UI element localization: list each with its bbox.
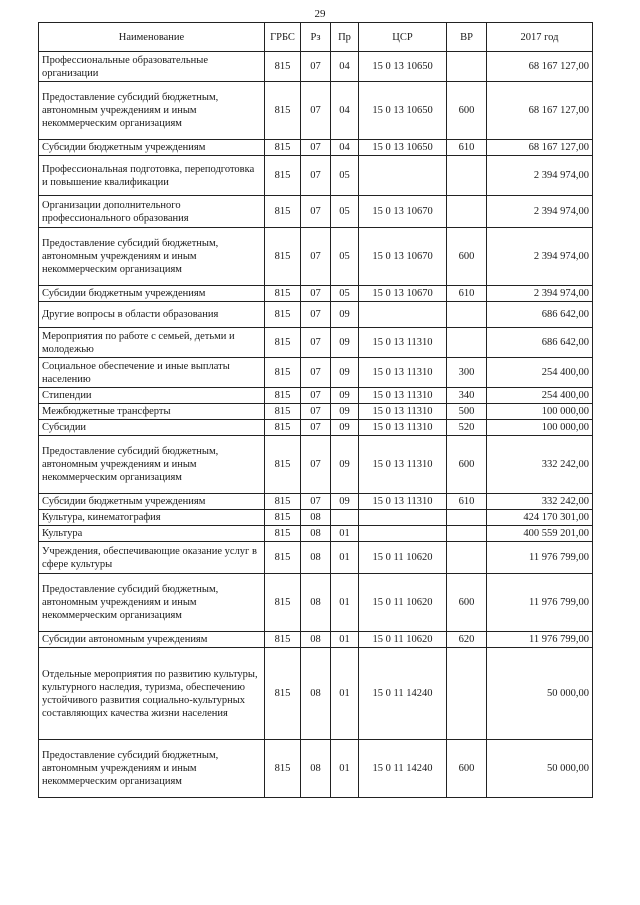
cell-vr: 520 — [447, 420, 487, 436]
cell-rz: 07 — [301, 228, 331, 286]
cell-name: Стипендии — [39, 388, 265, 404]
cell-csr: 15 0 13 10670 — [359, 228, 447, 286]
cell-grbs: 815 — [265, 302, 301, 328]
cell-vr: 610 — [447, 140, 487, 156]
cell-grbs: 815 — [265, 542, 301, 574]
cell-vr — [447, 510, 487, 526]
cell-rz: 07 — [301, 388, 331, 404]
cell-vr: 600 — [447, 436, 487, 494]
cell-grbs: 815 — [265, 494, 301, 510]
cell-grbs: 815 — [265, 156, 301, 196]
header-vr: ВР — [447, 23, 487, 52]
table-row — [39, 632, 593, 648]
cell-vr — [447, 52, 487, 82]
cell-sum: 11 976 799,00 — [487, 542, 593, 574]
header-rz: Рз — [301, 23, 331, 52]
cell-rz: 07 — [301, 286, 331, 302]
cell-name: Социальное обеспечение и иные выплаты населению — [39, 358, 265, 388]
cell-csr — [359, 510, 447, 526]
cell-csr: 15 0 13 11310 — [359, 420, 447, 436]
header-grbs: ГРБС — [265, 23, 301, 52]
table-row — [39, 404, 593, 420]
cell-name: Предоставление субсидий бюджетным, автономным учреждениям и иным некоммерческим организациям — [39, 228, 265, 286]
cell-grbs: 815 — [265, 228, 301, 286]
cell-pr: 01 — [331, 526, 359, 542]
page-number: 29 — [314, 8, 326, 20]
cell-sum: 400 559 201,00 — [487, 526, 593, 542]
table-row — [39, 420, 593, 436]
table-row — [39, 574, 593, 632]
cell-rz: 08 — [301, 542, 331, 574]
table-row — [39, 228, 593, 286]
cell-pr: 04 — [331, 52, 359, 82]
cell-grbs: 815 — [265, 286, 301, 302]
cell-csr: 15 0 13 11310 — [359, 494, 447, 510]
cell-grbs: 815 — [265, 420, 301, 436]
cell-csr: 15 0 13 10650 — [359, 140, 447, 156]
cell-csr: 15 0 13 10650 — [359, 82, 447, 140]
cell-pr: 09 — [331, 388, 359, 404]
table-row — [39, 302, 593, 328]
cell-grbs: 815 — [265, 52, 301, 82]
cell-rz: 07 — [301, 494, 331, 510]
cell-pr: 09 — [331, 436, 359, 494]
cell-vr — [447, 542, 487, 574]
cell-name: Профессиональная подготовка, переподготовка и повышение квалификации — [39, 156, 265, 196]
cell-csr: 15 0 13 10670 — [359, 196, 447, 228]
header-name: Наименование — [39, 23, 265, 52]
cell-sum: 100 000,00 — [487, 420, 593, 436]
cell-sum: 2 394 974,00 — [487, 228, 593, 286]
cell-csr: 15 0 11 14240 — [359, 648, 447, 740]
cell-pr: 05 — [331, 228, 359, 286]
table-row — [39, 510, 593, 526]
cell-name: Субсидии бюджетным учреждениям — [39, 494, 265, 510]
cell-pr: 09 — [331, 404, 359, 420]
cell-grbs: 815 — [265, 328, 301, 358]
cell-pr: 04 — [331, 82, 359, 140]
cell-grbs: 815 — [265, 436, 301, 494]
cell-name: Культура — [39, 526, 265, 542]
cell-pr: 05 — [331, 196, 359, 228]
cell-name: Предоставление субсидий бюджетным, автономным учреждениям и иным некоммерческим организациям — [39, 740, 265, 798]
cell-pr: 09 — [331, 328, 359, 358]
cell-csr: 15 0 13 11310 — [359, 404, 447, 420]
cell-rz: 08 — [301, 510, 331, 526]
cell-grbs: 815 — [265, 82, 301, 140]
cell-vr — [447, 156, 487, 196]
cell-name: Профессиональные образовательные организации — [39, 52, 265, 82]
table-row — [39, 388, 593, 404]
cell-csr — [359, 302, 447, 328]
cell-rz: 07 — [301, 82, 331, 140]
header-row — [39, 23, 593, 52]
header-pr: Пр — [331, 23, 359, 52]
cell-pr — [331, 510, 359, 526]
cell-name: Культура, кинематография — [39, 510, 265, 526]
table-row — [39, 156, 593, 196]
cell-sum: 254 400,00 — [487, 388, 593, 404]
cell-name: Субсидии бюджетным учреждениям — [39, 286, 265, 302]
cell-grbs: 815 — [265, 648, 301, 740]
cell-rz: 08 — [301, 632, 331, 648]
cell-name: Предоставление субсидий бюджетным, автономным учреждениям и иным некоммерческим организациям — [39, 436, 265, 494]
cell-vr: 620 — [447, 632, 487, 648]
cell-csr: 15 0 13 10650 — [359, 52, 447, 82]
cell-sum: 11 976 799,00 — [487, 574, 593, 632]
cell-grbs: 815 — [265, 740, 301, 798]
cell-grbs: 815 — [265, 526, 301, 542]
cell-rz: 07 — [301, 156, 331, 196]
cell-vr — [447, 196, 487, 228]
cell-vr: 600 — [447, 740, 487, 798]
cell-pr: 01 — [331, 542, 359, 574]
cell-vr — [447, 328, 487, 358]
cell-sum: 332 242,00 — [487, 494, 593, 510]
cell-pr: 01 — [331, 740, 359, 798]
cell-name: Организации дополнительного профессионального образования — [39, 196, 265, 228]
table-row — [39, 286, 593, 302]
table-row — [39, 436, 593, 494]
cell-pr: 09 — [331, 302, 359, 328]
cell-pr: 09 — [331, 358, 359, 388]
cell-rz: 08 — [301, 574, 331, 632]
cell-csr: 15 0 13 11310 — [359, 436, 447, 494]
cell-sum: 68 167 127,00 — [487, 82, 593, 140]
cell-name: Отдельные мероприятия по развитию культуры, культурного наследия, туризма, обеспечению устойчивого развития социально-культурных составляющих качества жизни населения — [39, 648, 265, 740]
cell-csr — [359, 156, 447, 196]
cell-pr: 05 — [331, 156, 359, 196]
cell-sum: 50 000,00 — [487, 648, 593, 740]
table-row — [39, 82, 593, 140]
table-row — [39, 52, 593, 82]
cell-csr: 15 0 13 10670 — [359, 286, 447, 302]
table-row — [39, 358, 593, 388]
table-row — [39, 542, 593, 574]
cell-grbs: 815 — [265, 388, 301, 404]
cell-csr: 15 0 11 10620 — [359, 542, 447, 574]
cell-name: Предоставление субсидий бюджетным, автономным учреждениям и иным некоммерческим организациям — [39, 82, 265, 140]
cell-csr: 15 0 11 14240 — [359, 740, 447, 798]
cell-grbs: 815 — [265, 196, 301, 228]
cell-pr: 05 — [331, 286, 359, 302]
cell-csr: 15 0 13 11310 — [359, 358, 447, 388]
cell-rz: 07 — [301, 404, 331, 420]
cell-sum: 424 170 301,00 — [487, 510, 593, 526]
cell-csr: 15 0 13 11310 — [359, 388, 447, 404]
cell-grbs: 815 — [265, 140, 301, 156]
cell-sum: 100 000,00 — [487, 404, 593, 420]
cell-pr: 01 — [331, 574, 359, 632]
cell-vr: 500 — [447, 404, 487, 420]
cell-rz: 07 — [301, 52, 331, 82]
budget-table — [38, 22, 593, 798]
cell-pr: 01 — [331, 648, 359, 740]
cell-rz: 07 — [301, 358, 331, 388]
cell-grbs: 815 — [265, 404, 301, 420]
cell-pr: 09 — [331, 494, 359, 510]
cell-vr: 340 — [447, 388, 487, 404]
cell-rz: 07 — [301, 420, 331, 436]
cell-name: Другие вопросы в области образования — [39, 302, 265, 328]
header-sum: 2017 год — [487, 23, 593, 52]
cell-vr: 610 — [447, 286, 487, 302]
cell-pr: 09 — [331, 420, 359, 436]
header-csr: ЦСР — [359, 23, 447, 52]
cell-grbs: 815 — [265, 574, 301, 632]
cell-pr: 01 — [331, 632, 359, 648]
cell-csr: 15 0 13 11310 — [359, 328, 447, 358]
cell-sum: 2 394 974,00 — [487, 156, 593, 196]
cell-sum: 50 000,00 — [487, 740, 593, 798]
cell-grbs: 815 — [265, 632, 301, 648]
cell-grbs: 815 — [265, 510, 301, 526]
cell-vr — [447, 526, 487, 542]
cell-csr — [359, 526, 447, 542]
cell-vr: 610 — [447, 494, 487, 510]
cell-rz: 08 — [301, 740, 331, 798]
cell-rz: 07 — [301, 436, 331, 494]
cell-name: Субсидии бюджетным учреждениям — [39, 140, 265, 156]
cell-name: Мероприятия по работе с семьей, детьми и молодежью — [39, 328, 265, 358]
cell-name: Учреждения, обеспечивающие оказание услуг в сфере культуры — [39, 542, 265, 574]
cell-name: Межбюджетные трансферты — [39, 404, 265, 420]
cell-rz: 07 — [301, 328, 331, 358]
table-row — [39, 526, 593, 542]
cell-sum: 68 167 127,00 — [487, 140, 593, 156]
cell-name: Субсидии автономным учреждениям — [39, 632, 265, 648]
cell-pr: 04 — [331, 140, 359, 156]
cell-sum: 686 642,00 — [487, 328, 593, 358]
cell-rz: 07 — [301, 302, 331, 328]
cell-sum: 11 976 799,00 — [487, 632, 593, 648]
table-row — [39, 494, 593, 510]
cell-csr: 15 0 11 10620 — [359, 574, 447, 632]
cell-vr — [447, 302, 487, 328]
cell-vr: 600 — [447, 574, 487, 632]
table-row — [39, 328, 593, 358]
cell-sum: 332 242,00 — [487, 436, 593, 494]
cell-rz: 07 — [301, 140, 331, 156]
cell-grbs: 815 — [265, 358, 301, 388]
cell-sum: 68 167 127,00 — [487, 52, 593, 82]
cell-vr: 600 — [447, 228, 487, 286]
cell-vr — [447, 648, 487, 740]
cell-vr: 600 — [447, 82, 487, 140]
cell-vr: 300 — [447, 358, 487, 388]
cell-sum: 2 394 974,00 — [487, 286, 593, 302]
cell-rz: 08 — [301, 526, 331, 542]
table-row — [39, 140, 593, 156]
cell-name: Предоставление субсидий бюджетным, автономным учреждениям и иным некоммерческим организациям — [39, 574, 265, 632]
table-row — [39, 196, 593, 228]
table-row — [39, 740, 593, 798]
cell-rz: 08 — [301, 648, 331, 740]
cell-rz: 07 — [301, 196, 331, 228]
cell-name: Субсидии — [39, 420, 265, 436]
table-row — [39, 648, 593, 740]
cell-csr: 15 0 11 10620 — [359, 632, 447, 648]
cell-sum: 2 394 974,00 — [487, 196, 593, 228]
cell-sum: 686 642,00 — [487, 302, 593, 328]
cell-sum: 254 400,00 — [487, 358, 593, 388]
